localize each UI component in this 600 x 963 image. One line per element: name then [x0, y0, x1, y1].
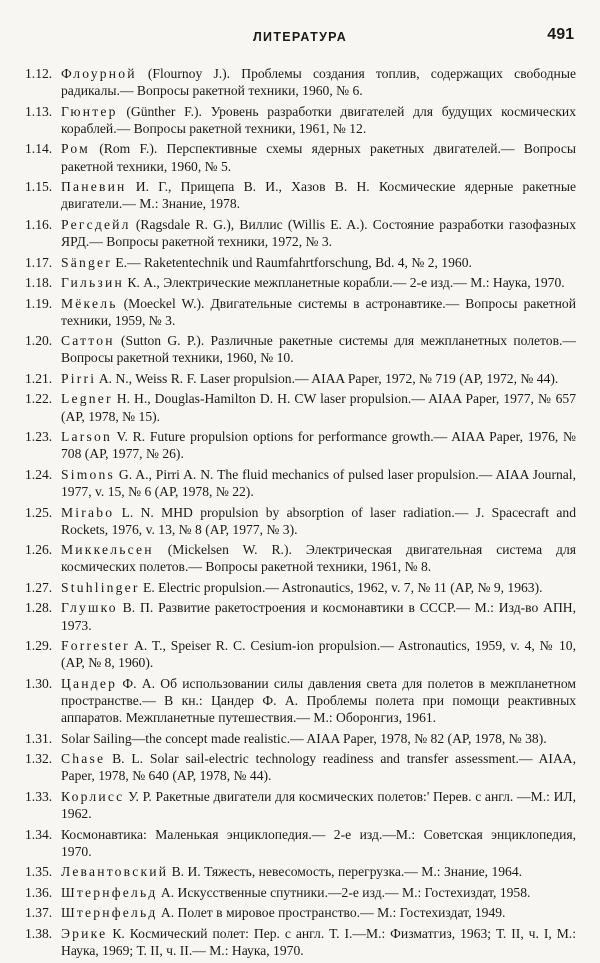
- reference-body: К. А., Электрические межпланетные корабли.— 2-е изд.— М.: Наука, 1970.: [127, 275, 565, 291]
- reference-entry: [25, 904, 576, 921]
- reference-text: [61, 103, 576, 137]
- reference-author: Штернфельд: [61, 884, 158, 900]
- reference-text: [61, 675, 576, 727]
- reference-author: Миккельсен: [61, 542, 154, 558]
- reference-text: [61, 750, 576, 784]
- reference-author: Simons: [61, 466, 115, 482]
- reference-entry: [25, 332, 576, 366]
- reference-text: [61, 826, 576, 860]
- reference-text: [61, 274, 576, 291]
- reference-entry: [25, 675, 576, 727]
- reference-list: [25, 65, 576, 963]
- reference-number: 1.22.: [25, 391, 53, 407]
- reference-number: 1.38.: [25, 925, 53, 941]
- reference-entry: [25, 826, 576, 860]
- reference-text: [61, 504, 576, 538]
- reference-body: (Günther F.). Уровень разработки двигателей для будущих космических кораблей.— Вопросы ракетной техники, 1961, № 12.: [61, 103, 577, 136]
- reference-text: [61, 370, 576, 387]
- reference-number: 1.25.: [25, 504, 53, 520]
- reference-entry: [25, 504, 576, 538]
- reference-author: Ром: [61, 141, 90, 157]
- reference-number: 1.31.: [25, 730, 53, 746]
- reference-body: В. П. Развитие ракетостроения и космонавтики в СССР.— М.: Изд-во АПН, 1973.: [61, 600, 576, 633]
- reference-author: Sänger: [61, 254, 112, 270]
- reference-text: [61, 788, 576, 822]
- reference-number: 1.29.: [25, 638, 53, 654]
- reference-text: [61, 863, 576, 880]
- reference-author: Цандер: [61, 675, 118, 691]
- reference-text: [61, 65, 576, 99]
- reference-number: 1.21.: [25, 370, 53, 386]
- reference-number: 1.15.: [25, 179, 53, 195]
- reference-text: [61, 466, 576, 500]
- reference-author: Stuhlinger: [61, 579, 140, 595]
- reference-entry: [25, 541, 576, 575]
- reference-text: [61, 254, 576, 271]
- reference-text: [61, 925, 576, 959]
- reference-entry: [25, 788, 576, 822]
- reference-body: H. H., Douglas-Hamilton D. H. CW laser propulsion.— AIAA Paper, 1977, № 657 (AP, 1978, № 15).: [61, 391, 576, 424]
- reference-body: E.— Raketentechnik und Raumfahrtforschung, Bd. 4, № 2, 1960.: [115, 254, 472, 270]
- reference-body: Ф. А. Об использовании силы давления света для полетов в межпланетном пространстве.— В кн.: Цандер Ф. А. Проблемы полета при помощи реактивных аппаратов. Межпланетные путешествия.— М.: Оборонгиз, 1961.: [61, 675, 576, 726]
- reference-number: 1.24.: [25, 466, 53, 482]
- reference-number: 1.30.: [25, 675, 53, 691]
- reference-author: Левантовский: [61, 864, 169, 880]
- reference-body: L. N. MHD propulsion by absorption of laser radiation.— J. Spacecraft and Rockets, 1976, v. 13, № 8 (AP, 1977, № 3).: [61, 504, 576, 537]
- reference-entry: [25, 178, 576, 212]
- reference-number: 1.12.: [25, 66, 53, 81]
- reference-author: Мёкель: [61, 295, 118, 311]
- reference-body: (Flournoy J.). Проблемы создания топлив, содержащих свободные радикалы.— Вопросы ракетной техники, 1960, № 6.: [61, 66, 576, 99]
- page-number: 491: [547, 26, 574, 43]
- reference-number: 1.18.: [25, 275, 53, 291]
- reference-text: [61, 332, 576, 366]
- reference-entry: [25, 274, 576, 291]
- reference-text: [61, 295, 576, 329]
- reference-number: 1.16.: [25, 216, 53, 232]
- reference-text: [61, 178, 576, 212]
- reference-entry: [25, 370, 576, 387]
- reference-number: 1.28.: [25, 600, 53, 616]
- reference-body: V. R. Future propulsion options for performance growth.— AIAA Paper, 1976, № 708 (AP, 1977, № 26).: [61, 429, 577, 462]
- reference-body: А. Полет в мировое пространство.— М.: Гостехиздат, 1949.: [160, 905, 506, 921]
- reference-author: Эрике: [61, 925, 108, 941]
- reference-body: A. T., Speiser R. C. Cesium-ion propulsion.— Astronautics, 1959, v. 4, № 10, (AP, № 8, 1960).: [61, 638, 576, 671]
- reference-entry: [25, 65, 576, 99]
- reference-number: 1.23.: [25, 429, 53, 445]
- reference-text: [61, 730, 576, 747]
- reference-entry: [25, 884, 576, 901]
- reference-author: Legner: [61, 391, 113, 407]
- reference-text: [61, 390, 576, 424]
- reference-number: 1.26.: [25, 542, 53, 558]
- reference-number: 1.20.: [25, 333, 53, 349]
- reference-author: Глушко: [61, 600, 118, 616]
- reference-author: Chase: [61, 751, 106, 767]
- reference-text: [61, 599, 576, 633]
- reference-entry: [25, 295, 576, 329]
- reference-body: А. Искусственные спутники.—2-е изд.— М.: Гостехиздат, 1958.: [160, 884, 531, 900]
- reference-number: 1.35.: [25, 864, 53, 880]
- reference-author: Larson: [61, 429, 112, 445]
- reference-body: G. A., Pirri A. N. The fluid mechanics of pulsed laser propulsion.— AIAA Journal, 1977, v. 15, № 6 (AP, 1978, № 22).: [61, 466, 576, 500]
- reference-body: (Moeckel W.). Двигательные системы в астронавтике.— Вопросы ракетной техники, 1959, № 3.: [61, 295, 576, 328]
- reference-entry: [25, 863, 576, 880]
- reference-entry: [25, 466, 576, 500]
- reference-author: Паневин: [61, 179, 127, 195]
- reference-number: 1.17.: [25, 254, 53, 270]
- reference-entry: [25, 103, 576, 137]
- reference-entry: [25, 730, 576, 747]
- reference-body: Solar Sailing—the concept made realistic.— AIAA Paper, 1978, № 82 (AP, 1978, № 38).: [61, 730, 547, 746]
- reference-entry: [25, 254, 576, 271]
- reference-entry: [25, 599, 576, 633]
- reference-text: [61, 637, 576, 671]
- reference-number: 1.33.: [25, 788, 53, 804]
- reference-body: Космонавтика: Маленькая энциклопедия.— 2-е изд.—М.: Советская энциклопедия, 1970.: [61, 826, 576, 859]
- reference-body: У. Р. Ракетные двигатели для космических полетов:' Перев. с англ. —М.: ИЛ, 1962.: [61, 788, 577, 822]
- reference-author: Forrester: [61, 638, 130, 654]
- reference-author: Корлисс: [61, 788, 125, 804]
- reference-number: 1.36.: [25, 884, 53, 900]
- page-header: [0, 26, 600, 48]
- reference-body: (Rom F.). Перспективные схемы ядерных ракетных двигателей.— Вопросы ракетной техники, 1960, № 5.: [61, 141, 576, 174]
- reference-author: Штернфельд: [61, 905, 158, 921]
- reference-number: 1.34.: [25, 826, 53, 842]
- reference-entry: [25, 216, 576, 250]
- reference-body: A. N., Weiss R. F. Laser propulsion.— AIAA Paper, 1972, № 719 (AP, 1972, № 44).: [98, 370, 559, 386]
- reference-entry: [25, 390, 576, 424]
- reference-body: (Sutton G. P.). Различные ракетные системы для межпланетных полетов.— Вопросы ракетной техники, 1960, № 10.: [61, 333, 576, 366]
- reference-number: 1.13.: [25, 103, 53, 119]
- reference-body: B. L. Solar sail-electric technology readiness and transfer assessment.— AIAA, Paper, 1978, № 640 (AP, 1978, № 44).: [61, 751, 576, 784]
- reference-text: [61, 428, 576, 462]
- reference-entry: [25, 140, 576, 174]
- reference-entry: [25, 428, 576, 462]
- reference-author: Гильзин: [61, 275, 124, 291]
- reference-body: И. Г., Прищепа В. И., Хазов В. Н. Космические ядерные ракетные двигатели.— М.: Знание, 1978.: [61, 179, 576, 212]
- reference-author: Регсдейл: [61, 216, 131, 232]
- reference-text: [61, 140, 576, 174]
- reference-text: [61, 541, 576, 575]
- reference-entry: [25, 750, 576, 784]
- reference-number: 1.32.: [25, 751, 53, 767]
- reference-body: (Mickelsen W. R.). Электрическая двигательная система для космических полетов.— Вопросы ракетной техники, 1961, № 8.: [61, 542, 576, 575]
- reference-body: В. И. Тяжесть, невесомость, перегрузка.— М.: Знание, 1964.: [171, 864, 523, 880]
- reference-body: (Ragsdale R. G.), Виллис (Willis E. A.). Состояние разработки газофазных ЯРД.— Вопросы ракетной техники, 1972, № 3.: [61, 216, 576, 250]
- reference-number: 1.14.: [25, 141, 53, 157]
- reference-entry: [25, 637, 576, 671]
- page-title: ЛИТЕРАТУРА: [252, 30, 348, 44]
- reference-body: E. Electric propulsion.— Astronautics, 1962, v. 7, № 11 (AP, № 9, 1963).: [143, 579, 543, 595]
- reference-author: Mirabo: [61, 504, 115, 520]
- reference-body: К. Космический полет: Пер. с англ. Т. I.—М.: Физматгиз, 1963; Т. II, ч. I, М.: Наука, 1969; Т. II, ч. II.— М.: Наука, 1970.: [61, 925, 576, 959]
- reference-number: 1.37.: [25, 905, 53, 921]
- reference-author: Гюнтер: [61, 103, 118, 119]
- reference-author: Pirri: [61, 370, 97, 386]
- reference-text: [61, 216, 576, 250]
- reference-author: Саттон: [61, 333, 115, 349]
- reference-text: [61, 579, 576, 596]
- reference-number: 1.19.: [25, 295, 53, 311]
- reference-text: [61, 904, 576, 921]
- reference-author: Флоурной: [61, 66, 137, 81]
- reference-entry: [25, 925, 576, 959]
- reference-text: [61, 884, 576, 901]
- reference-entry: [25, 579, 576, 596]
- reference-number: 1.27.: [25, 579, 53, 595]
